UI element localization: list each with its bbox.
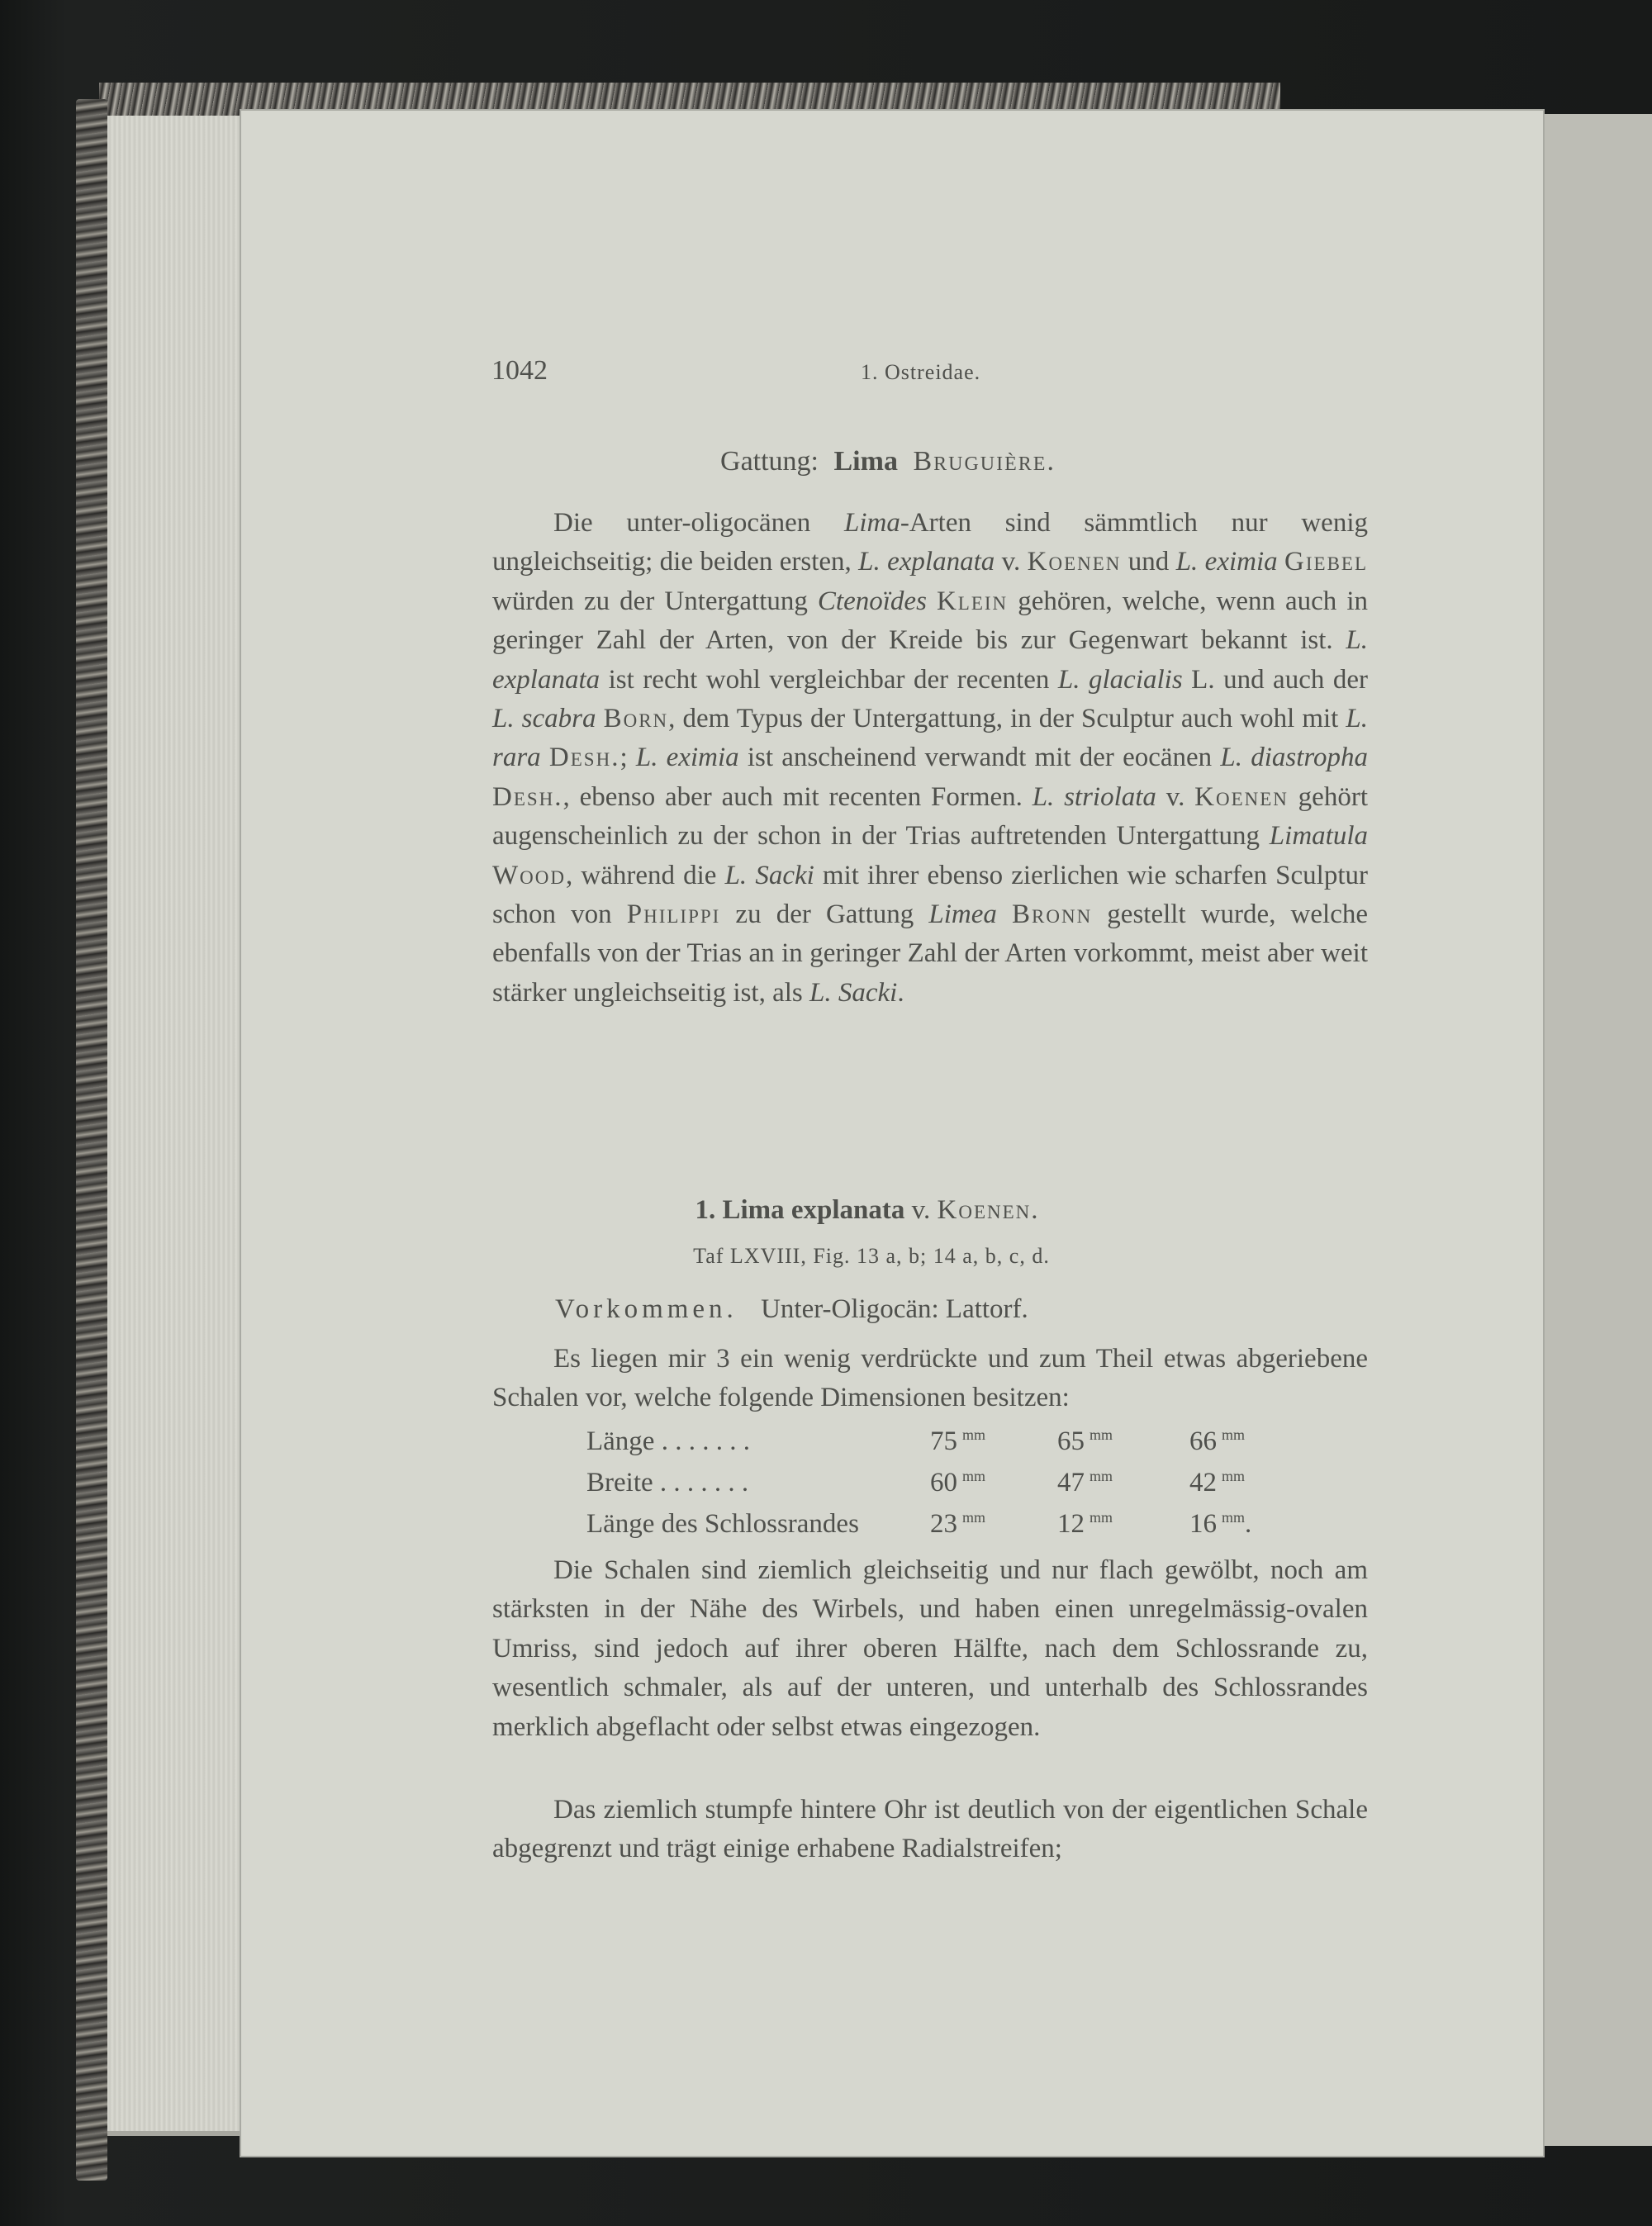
author-name: Born bbox=[603, 704, 669, 734]
text-run: gehören, welche, wenn auch in geringer Zahl der Arten, von der Kreide bis zur Gegenwart bekannt ist. bbox=[492, 586, 1369, 656]
unit-superscript: mm bbox=[962, 1468, 986, 1484]
dimension-value bbox=[930, 1426, 985, 1457]
italic-taxon: Limatula bbox=[1269, 821, 1368, 852]
running-title: 1. Ostreidae. bbox=[861, 360, 981, 384]
author-name: Koenen bbox=[1027, 547, 1122, 577]
dimension-number: 12 bbox=[1057, 1509, 1085, 1539]
intro-paragraph bbox=[492, 504, 1368, 1013]
author-name: Bronn bbox=[1012, 899, 1093, 930]
dimension-label: Länge des Schlossrandes bbox=[586, 1509, 859, 1539]
specimens-paragraph bbox=[492, 1340, 1368, 1418]
book-spine bbox=[76, 99, 107, 2181]
species-author-prefix: v. bbox=[911, 1195, 931, 1225]
description-paragraph bbox=[492, 1551, 1368, 1747]
text-run: mit ihrer ebenso zierlichen wie scharfen Sculptur schon von bbox=[492, 860, 1368, 930]
dimension-number: 47 bbox=[1057, 1468, 1085, 1497]
author-name: Philippi bbox=[626, 899, 721, 930]
unit-superscript: mm bbox=[1222, 1468, 1246, 1484]
italic-taxon: L. Sacki bbox=[724, 860, 814, 890]
author-name: Desh. bbox=[548, 743, 620, 773]
text-run: v. bbox=[1156, 781, 1195, 812]
dimensions-table bbox=[586, 1426, 1330, 1550]
species-number: 1. bbox=[695, 1195, 716, 1225]
text-run: ist recht wohl vergleichbar der recenten bbox=[600, 664, 1058, 695]
author-name: Desh. bbox=[492, 781, 563, 812]
dimension-value bbox=[1189, 1468, 1245, 1498]
genus-prefix: Gattung: bbox=[720, 446, 819, 477]
page-stack-edge bbox=[107, 116, 248, 2136]
genus-heading bbox=[0, 446, 1652, 477]
specimens-text: Es liegen mir 3 ein wenig verdrückte und zum Theil etwas abgeriebene Schalen vor, welche folgende Dimensionen besitzen: bbox=[492, 1344, 1368, 1413]
text-run: , ebenso aber auch mit recenten Formen. bbox=[563, 781, 1032, 812]
text-run: v. bbox=[995, 547, 1028, 577]
unit-superscript: mm bbox=[1089, 1426, 1113, 1443]
species-name: Lima explanata bbox=[722, 1195, 905, 1225]
italic-taxon: Ctenoïdes bbox=[817, 586, 927, 616]
dimension-value bbox=[1189, 1426, 1245, 1457]
text-run: . bbox=[897, 977, 904, 1008]
dimension-value bbox=[930, 1468, 985, 1498]
italic-taxon: L. explanata bbox=[492, 625, 1368, 695]
ear-paragraph bbox=[492, 1791, 1368, 1869]
unit-superscript: mm bbox=[962, 1426, 986, 1443]
text-run bbox=[997, 899, 1012, 929]
description-text: Die Schalen sind ziemlich gleichseitig und nur flach gewölbt, noch am stärksten in der Nähe des Wirbels, und haben einen unregelmässig-ovalen Umriss, sind jedoch auf ihrer oberen Hälfte, nach dem Schlossrande zu, wesentlich schmaler, als auf der unteren, und unterhalb des Schlossrandes merklich abgeflacht oder selbst etwas eingezogen. bbox=[492, 1555, 1368, 1742]
unit-superscript: mm bbox=[1222, 1509, 1246, 1526]
unit-superscript: mm bbox=[962, 1509, 986, 1526]
author-name: Klein bbox=[936, 586, 1009, 616]
text-run: L. und auch der bbox=[1182, 664, 1368, 695]
occurrence-label: Vorkommen. bbox=[555, 1294, 738, 1324]
text-run: , während die bbox=[565, 860, 725, 890]
dimension-label: Breite . . . . . . . bbox=[586, 1468, 749, 1497]
row-end-punctuation: . bbox=[1245, 1509, 1252, 1539]
text-run: -Arten sind sämmtlich nur wenig ungleichseitig; die beiden ersten, bbox=[492, 508, 1368, 577]
occurrence-value: Unter-Oligocän: Lattorf. bbox=[761, 1294, 1028, 1324]
occurrence-line bbox=[555, 1294, 1028, 1325]
text-run: , dem Typus der Untergattung, in der Sculptur auch wohl mit bbox=[668, 704, 1346, 734]
text-run: ; bbox=[620, 743, 636, 773]
dimension-row bbox=[586, 1509, 1330, 1550]
dimension-row bbox=[586, 1468, 1330, 1509]
dimension-number: 42 bbox=[1189, 1468, 1217, 1497]
dimension-number: 23 bbox=[930, 1509, 957, 1539]
dimension-value bbox=[930, 1509, 985, 1540]
italic-taxon: Lima bbox=[844, 508, 900, 538]
genus-author: Bruguière. bbox=[913, 446, 1056, 477]
page-number: 1042 bbox=[491, 355, 548, 386]
dimension-value bbox=[1057, 1426, 1113, 1457]
text-run bbox=[927, 586, 937, 616]
text-run bbox=[596, 704, 604, 733]
text-run bbox=[1278, 547, 1284, 577]
unit-superscript: mm bbox=[1089, 1509, 1113, 1526]
italic-taxon: L. rara bbox=[492, 704, 1369, 773]
dimension-row bbox=[586, 1426, 1330, 1468]
dimension-value bbox=[1057, 1468, 1113, 1498]
author-name: Koenen bbox=[1194, 781, 1289, 812]
text-run: zu der Gattung bbox=[720, 899, 929, 930]
italic-taxon: L. Sacki bbox=[809, 977, 898, 1008]
intro-text bbox=[492, 504, 1368, 1013]
dimension-number: 16 bbox=[1189, 1509, 1217, 1539]
species-heading bbox=[0, 1195, 1652, 1226]
italic-taxon: L. eximia bbox=[1175, 547, 1278, 577]
unit-superscript: mm bbox=[1222, 1426, 1246, 1443]
dimension-value bbox=[1189, 1509, 1251, 1540]
author-name: Giebel bbox=[1284, 547, 1369, 577]
italic-taxon: L. scabra bbox=[492, 704, 596, 734]
text-run: gestellt wurde, welche ebenfalls von der Trias an in geringer Zahl der Arten vorkommt, meist aber weit stärker ungleichseitig ist, als bbox=[492, 899, 1369, 1008]
ear-text: Das ziemlich stumpfe hintere Ohr ist deutlich von der eigentlichen Schale abgegrenzt und trägt einige erhabene Radialstreifen; bbox=[492, 1795, 1368, 1864]
genus-name: Lima bbox=[833, 446, 898, 477]
text-run: gehört augenscheinlich zu der schon in der Trias auftretenden Untergattung bbox=[492, 781, 1368, 852]
text-run: Die unter-oligocänen bbox=[553, 508, 844, 538]
text-run: ist anscheinend verwandt mit der eocänen bbox=[738, 743, 1221, 773]
next-page-edge bbox=[1536, 114, 1652, 2146]
author-name: Wood bbox=[492, 860, 566, 890]
italic-taxon: Limea bbox=[928, 899, 997, 930]
unit-superscript: mm bbox=[1089, 1468, 1113, 1484]
italic-taxon: L. eximia bbox=[635, 743, 739, 773]
italic-taxon: L. diastropha bbox=[1220, 743, 1369, 773]
text-run: würden zu der Untergattung bbox=[492, 586, 818, 616]
italic-taxon: L. striolata bbox=[1032, 781, 1156, 812]
species-author: Koenen. bbox=[937, 1195, 1040, 1225]
dimension-value bbox=[1057, 1509, 1113, 1540]
italic-taxon: L. explanata bbox=[858, 547, 995, 577]
dimension-number: 75 bbox=[930, 1426, 957, 1456]
dimension-number: 66 bbox=[1189, 1426, 1217, 1456]
dimension-label: Länge . . . . . . . bbox=[586, 1426, 750, 1456]
italic-taxon: L. glacialis bbox=[1057, 664, 1183, 695]
text-run bbox=[541, 743, 549, 772]
plate-reference: Taf LXVIII, Fig. 13 a, b; 14 a, b, c, d. bbox=[693, 1244, 1050, 1268]
dimension-number: 65 bbox=[1057, 1426, 1085, 1456]
dimension-number: 60 bbox=[930, 1468, 957, 1497]
text-run: und bbox=[1121, 547, 1176, 577]
